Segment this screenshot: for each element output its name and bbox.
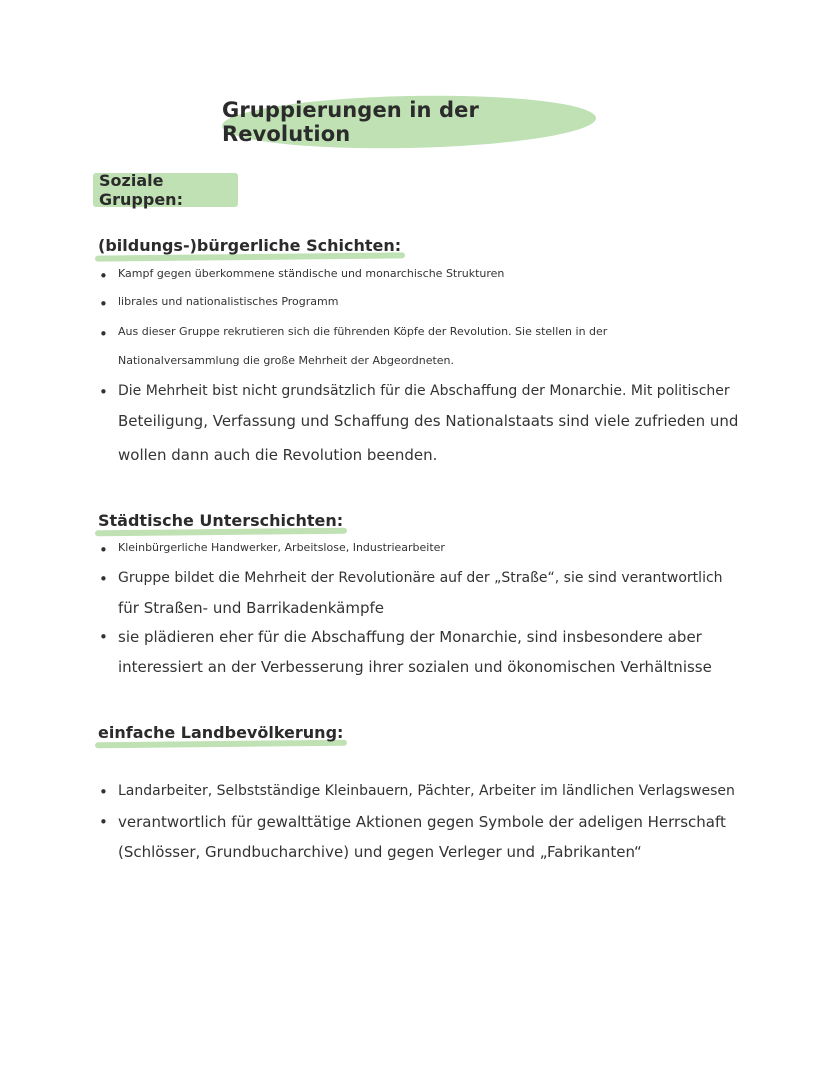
section-label: Soziale Gruppen: xyxy=(99,171,183,209)
list-item: • verantwortlich für gewalttätige Aktionen gegen Symbole der adeligen Herrschaft (Schlösser, Grundbucharchive) und gegen Verleger und „Fabrikanten“ xyxy=(99,813,726,861)
list-item: • Die Mehrheit bist nicht grundsätzlich für die Abschaffung der Monarchie. Mit politischer Beteiligung, Verfassung und Schaffung des Nationalstaats sind viele zufrieden und wollen dann auch die Revolution beenden. xyxy=(99,383,739,464)
title-highlight xyxy=(222,96,596,148)
group-heading-buergerliche: (bildungs-)bürgerliche Schichten: xyxy=(98,236,401,255)
list-item: • Kleinbürgerliche Handwerker, Arbeitslose, Industriearbeiter xyxy=(99,541,445,559)
bullet-list-unterschichten xyxy=(98,541,723,688)
list-item: • Landarbeiter, Selbstständige Kleinbauern, Pächter, Arbeiter im ländlichen Verlagswesen xyxy=(99,783,735,801)
page-title: Gruppierungen in der Revolution xyxy=(222,98,479,146)
list-item: • Aus dieser Gruppe rekrutieren sich die führenden Köpfe der Revolution. Sie stellen in der Nationalversammlung die große Mehrheit der Abgeordneten. xyxy=(99,325,608,367)
bullet-list-landbevoelkerung xyxy=(98,783,735,873)
group-heading-unterschichten: Städtische Unterschichten: xyxy=(98,511,343,530)
bullet-list-buergerliche xyxy=(98,267,738,473)
section-label-box xyxy=(93,173,238,207)
list-item: • librales und nationalistisches Programm xyxy=(99,295,339,313)
list-item: • Gruppe bildet die Mehrheit der Revolutionäre auf der „Straße“, sie sind verantwortlich für Straßen- und Barrikadenkämpfe xyxy=(99,570,723,617)
list-item: • sie plädieren eher für die Abschaffung der Monarchie, sind insbesondere aber interessiert an der Verbesserung ihrer sozialen und ökonomischen Verhältnisse xyxy=(99,628,712,676)
group-heading-landbevoelkerung: einfache Landbevölkerung: xyxy=(98,723,343,742)
list-item: • Kampf gegen überkommene ständische und monarchische Strukturen xyxy=(99,267,505,285)
